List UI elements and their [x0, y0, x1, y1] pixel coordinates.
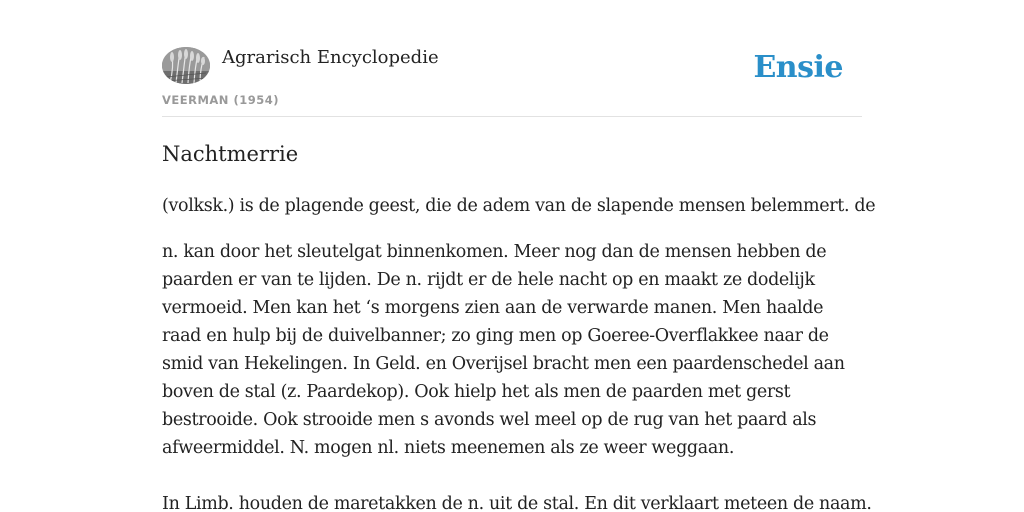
article-paragraph: n. kan door het sleutelgat binnenkomen. Meer nog dan de mensen hebben de paarden er van te lijden. De n. rijdt er de hele nacht op en maakt ze dodelijk vermoeid. Men kan het ‘s morgens zien aan de verwarde manen. Men haalde raad en hulp bij de duivelbanner; zo ging men op Goeree-Overflakkee naar de smid van Hekelingen. In Geld. en Overijsel bracht men een paardenschedel aan boven de stal (z. Paardekop). Ook hielp het als men de paarden met gerst bestrooide. Ook strooide men s avonds wel meel op de rug van het paard als afweermiddel. N. mogen nl. niets meenemen als ze weer weggaan. — [162, 242, 845, 458]
article-paragraph: (volksk.) is de plagende geest, die de adem van de slapende mensen belemmert. de — [162, 196, 876, 216]
header — [162, 46, 862, 117]
publication-meta: VEERMAN (1954) — [162, 93, 279, 107]
wheat-ears-icon[interactable] — [162, 47, 210, 84]
article — [162, 136, 876, 512]
article-title: Nachtmerrie — [162, 142, 299, 166]
brand-logo[interactable]: Ensie — [753, 50, 843, 85]
article-paragraph: In Limb. houden de maretakken de n. uit de stal. En dit verklaart meteen de naam. — [162, 494, 872, 512]
publication-title[interactable]: Agrarisch Encyclopedie — [222, 47, 439, 68]
